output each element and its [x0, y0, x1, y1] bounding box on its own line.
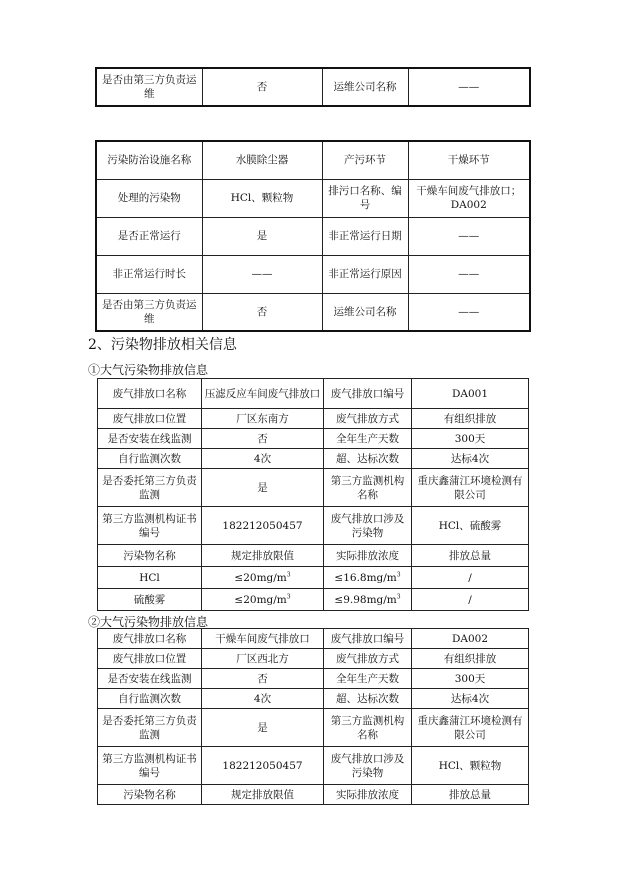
- table-cell: [202, 709, 324, 747]
- table-cell: [412, 747, 529, 785]
- cell-text: 超、达标次数: [336, 692, 399, 705]
- table-cell: [324, 409, 412, 429]
- cell-text: 全年生产天数: [336, 672, 399, 685]
- cell-text: 污染防治设施名称: [107, 154, 192, 167]
- unit-superscript: 3: [396, 571, 401, 578]
- table-cell: [324, 709, 412, 747]
- cell-text: 达标4次: [450, 692, 490, 705]
- table-cell: [412, 379, 529, 409]
- table-cell: [202, 429, 324, 449]
- cell-text: 废气排放口涉及污染物: [330, 752, 405, 779]
- unit-superscript: 3: [286, 593, 291, 600]
- table-cell: [98, 469, 202, 507]
- air-emission-2-title: ②大气污染物排放信息: [88, 615, 209, 629]
- cell-text: 有组织排放: [443, 412, 497, 425]
- table-cell: [202, 785, 324, 805]
- table-cell: [324, 669, 412, 689]
- table-row: [98, 545, 529, 567]
- table-row: [96, 255, 530, 293]
- table-cell: [324, 747, 412, 785]
- table-cell: [98, 709, 202, 747]
- table-cell: [412, 409, 529, 429]
- table-cell: [412, 629, 529, 649]
- cell-text: 排污口名称、编号: [328, 185, 402, 211]
- table-cell: [202, 409, 324, 429]
- table-cell: [412, 545, 529, 567]
- air-emission-1-table: [97, 378, 529, 611]
- table-cell: [202, 217, 322, 255]
- table-cell: [202, 747, 324, 785]
- table-cell: [98, 669, 202, 689]
- cell-text: /: [468, 593, 472, 606]
- cell-text: 规定排放限值: [231, 788, 294, 801]
- cell-text: 300天: [454, 432, 486, 445]
- unit-superscript: 3: [396, 593, 401, 600]
- table-cell: [202, 379, 324, 409]
- table-cell: [202, 629, 324, 649]
- cell-text: 废气排放口编号: [330, 387, 405, 400]
- table-cell: [408, 68, 530, 106]
- cell-text: 废气排放口名称: [112, 632, 187, 645]
- cell-text: /: [468, 571, 472, 584]
- facility-table: [95, 140, 531, 332]
- cell-text: 厂区东南方: [236, 412, 289, 425]
- cell-text: 压滤反应车间废气排放口: [204, 387, 321, 400]
- table-cell: [408, 179, 530, 217]
- table-cell: [202, 649, 324, 669]
- cell-text: ——: [458, 230, 480, 242]
- cell-text: 运维公司名称: [333, 305, 397, 318]
- table-row: [98, 709, 529, 747]
- cell-text: 182212050457: [222, 519, 303, 532]
- cell-text: 污染物名称: [123, 549, 176, 562]
- cell-text: 水膜除尘器: [235, 154, 289, 167]
- table-row: [98, 379, 529, 409]
- table-cell: [202, 141, 322, 179]
- table-cell: [202, 68, 322, 106]
- table-cell: [98, 409, 202, 429]
- cell-text: 是否由第三方负责运维: [102, 74, 197, 100]
- table-cell: [324, 785, 412, 805]
- cell-text: ≤20mg/m: [234, 571, 287, 584]
- table-row: [98, 649, 529, 669]
- cell-text: 废气排放口编号: [330, 632, 405, 645]
- table-cell: [322, 217, 408, 255]
- table-cell: [202, 589, 324, 611]
- cell-text: 有组织排放: [443, 652, 497, 665]
- table-cell: [324, 689, 412, 709]
- table-cell: [324, 589, 412, 611]
- cell-text: 干燥车间废气排放口: [215, 632, 310, 645]
- table-row: [98, 785, 529, 805]
- cell-text: 4次: [253, 692, 272, 705]
- table-cell: [98, 589, 202, 611]
- table-cell: [412, 469, 529, 507]
- air-emission-1-title: ①大气污染物排放信息: [88, 363, 209, 377]
- table-row: [96, 141, 530, 179]
- table-cell: [98, 567, 202, 589]
- table-row: [96, 68, 530, 106]
- table-cell: [96, 179, 202, 217]
- table-cell: [324, 379, 412, 409]
- table-cell: [324, 507, 412, 545]
- unit-superscript: 3: [286, 571, 291, 578]
- cell-text: 废气排放口位置: [112, 412, 187, 425]
- table-cell: [408, 255, 530, 293]
- table-cell: [98, 545, 202, 567]
- table-row: [98, 567, 529, 589]
- table-cell: [202, 545, 324, 567]
- table-cell: [202, 507, 324, 545]
- table-cell: [202, 449, 324, 469]
- cell-text: ≤20mg/m: [234, 593, 287, 606]
- table-row: [96, 217, 530, 255]
- cell-text: ——: [458, 305, 480, 318]
- cell-text: 排放总量: [449, 788, 491, 801]
- cell-text: 非正常运行日期: [328, 230, 402, 242]
- cell-text: HCl、硫酸雾: [438, 519, 502, 532]
- table-cell: [202, 179, 322, 217]
- cell-text: 产污环节: [344, 154, 386, 167]
- cell-text: 达标4次: [450, 452, 490, 465]
- cell-text: 300天: [454, 672, 486, 685]
- table-row: [98, 507, 529, 545]
- table-row: [96, 179, 530, 217]
- top-table: [95, 67, 531, 107]
- table-cell: [96, 293, 202, 331]
- table-cell: [412, 689, 529, 709]
- cell-text: 是否委托第三方负责监测: [102, 714, 197, 741]
- cell-text: 干燥环节: [447, 154, 490, 167]
- cell-text: HCl: [139, 571, 160, 584]
- table-cell: [98, 449, 202, 469]
- table-row: [98, 449, 529, 469]
- table-cell: [322, 179, 408, 217]
- cell-text: HCl、颗粒物: [230, 192, 294, 204]
- cell-text: 4次: [253, 452, 272, 465]
- cell-text: 废气排放口名称: [112, 387, 187, 400]
- cell-text: 否: [257, 672, 268, 685]
- cell-text: 超、达标次数: [336, 452, 399, 465]
- cell-text: 第三方监测机构名称: [330, 714, 405, 741]
- cell-text: 是否正常运行: [117, 230, 181, 242]
- table-cell: [412, 649, 529, 669]
- table-cell: [412, 507, 529, 545]
- table-cell: [412, 429, 529, 449]
- table-cell: [412, 785, 529, 805]
- cell-text: 否: [257, 432, 268, 445]
- cell-text: 非正常运行原因: [328, 268, 402, 280]
- table-row: [98, 629, 529, 649]
- cell-text: 是否委托第三方负责监测: [102, 474, 197, 501]
- cell-text: 废气排放方式: [336, 412, 399, 425]
- cell-text: 实际排放浓度: [336, 549, 399, 562]
- table-cell: [202, 669, 324, 689]
- table-cell: [408, 217, 530, 255]
- cell-text: 182212050457: [222, 759, 303, 772]
- table-cell: [202, 567, 324, 589]
- table-row: [98, 429, 529, 449]
- cell-text: ≤9.98mg/m: [334, 593, 397, 606]
- table-cell: [408, 293, 530, 331]
- table-cell: [98, 629, 202, 649]
- cell-text: 实际排放浓度: [336, 788, 399, 801]
- cell-text: 是否由第三方负责运维: [102, 298, 197, 325]
- cell-text: ——: [458, 81, 480, 93]
- cell-text: DA002: [451, 632, 489, 645]
- cell-text: 废气排放口位置: [112, 652, 187, 665]
- table-cell: [98, 747, 202, 785]
- cell-text: 是否安装在线监测: [107, 432, 192, 445]
- cell-text: DA001: [451, 387, 489, 400]
- table-cell: [96, 217, 202, 255]
- cell-text: 是否安装在线监测: [107, 672, 192, 685]
- cell-text: 污染物名称: [123, 788, 176, 801]
- table-row: [98, 469, 529, 507]
- table-cell: [412, 709, 529, 747]
- cell-text: 第三方监测机构证书编号: [102, 512, 197, 539]
- table-row: [98, 747, 529, 785]
- table-cell: [202, 689, 324, 709]
- table-row: [98, 409, 529, 429]
- table-row: [98, 589, 529, 611]
- cell-text: ——: [251, 268, 273, 280]
- cell-text: 否: [256, 81, 268, 93]
- cell-text: 非正常运行时长: [112, 268, 186, 280]
- table-cell: [202, 255, 322, 293]
- cell-text: 重庆鑫蒲江环境检测有限公司: [417, 474, 523, 501]
- table-cell: [98, 507, 202, 545]
- table-cell: [324, 629, 412, 649]
- table-cell: [98, 429, 202, 449]
- cell-text: 第三方监测机构证书编号: [102, 752, 197, 779]
- table-cell: [96, 255, 202, 293]
- table-cell: [202, 469, 324, 507]
- table-cell: [324, 567, 412, 589]
- table-cell: [322, 255, 408, 293]
- table-cell: [96, 141, 202, 179]
- cell-text: HCl、颗粒物: [438, 759, 502, 772]
- table-cell: [98, 689, 202, 709]
- cell-text: 规定排放限值: [231, 549, 294, 562]
- table-cell: [324, 429, 412, 449]
- cell-text: 第三方监测机构名称: [330, 474, 405, 501]
- cell-text: 厂区西北方: [236, 652, 289, 665]
- table-row: [96, 293, 530, 331]
- table-cell: [96, 68, 202, 106]
- table-cell: [98, 785, 202, 805]
- cell-text: 运维公司名称: [333, 81, 397, 93]
- table-cell: [322, 141, 408, 179]
- air-emission-2-table: [97, 628, 529, 805]
- table-cell: [408, 141, 530, 179]
- table-cell: [98, 379, 202, 409]
- table-cell: [324, 449, 412, 469]
- table-cell: [98, 649, 202, 669]
- table-cell: [412, 669, 529, 689]
- table-cell: [202, 293, 322, 331]
- cell-text: 废气排放口涉及污染物: [330, 512, 405, 539]
- table-cell: [412, 449, 529, 469]
- cell-text: 废气排放方式: [336, 652, 399, 665]
- cell-text: 是: [257, 481, 268, 494]
- table-cell: [412, 567, 529, 589]
- cell-text: 自行监测次数: [118, 452, 181, 465]
- cell-text: 是: [256, 230, 268, 242]
- cell-text: 自行监测次数: [118, 692, 181, 705]
- section-heading: 2、污染物排放相关信息: [88, 337, 237, 353]
- table-cell: [324, 469, 412, 507]
- table-cell: [412, 589, 529, 611]
- table-row: [98, 669, 529, 689]
- cell-text: 全年生产天数: [336, 432, 399, 445]
- cell-text: 排放总量: [449, 549, 491, 562]
- cell-text: ——: [458, 268, 480, 280]
- cell-text: 否: [256, 305, 268, 318]
- table-row: [98, 689, 529, 709]
- cell-text: 干燥车间废气排放口；DA002: [416, 185, 522, 211]
- table-cell: [324, 545, 412, 567]
- cell-text: ≤16.8mg/m: [334, 571, 397, 584]
- table-cell: [322, 293, 408, 331]
- cell-text: 是: [257, 721, 268, 734]
- table-cell: [322, 68, 408, 106]
- cell-text: 重庆鑫蒲江环境检测有限公司: [417, 714, 523, 741]
- cell-text: 处理的污染物: [117, 192, 181, 204]
- cell-text: 硫酸雾: [133, 593, 166, 606]
- table-cell: [324, 649, 412, 669]
